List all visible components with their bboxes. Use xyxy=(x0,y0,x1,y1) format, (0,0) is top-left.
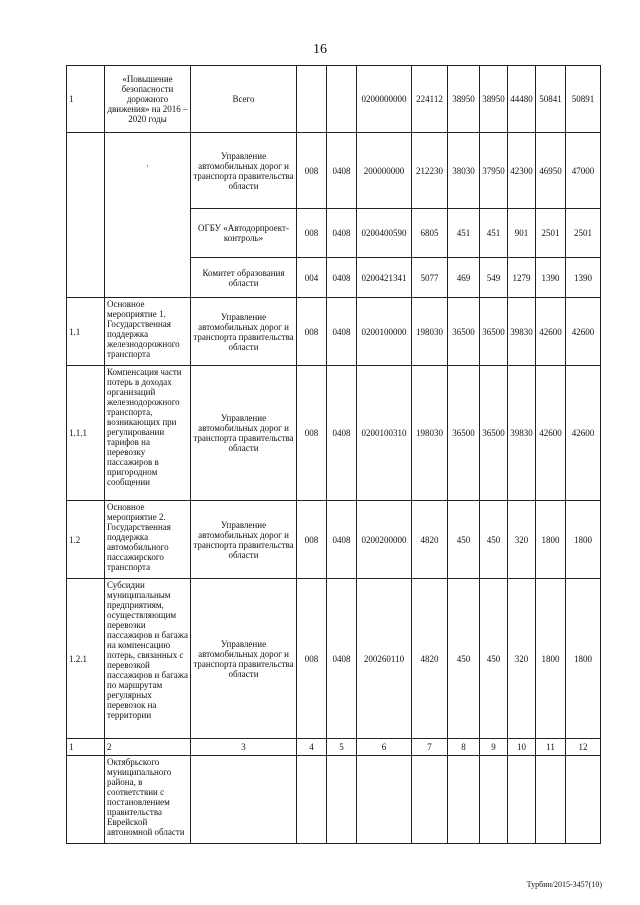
executor-cell: Управление автомобильных дорог и транспорта правительства области xyxy=(191,501,297,579)
value-2020: 1800 xyxy=(566,501,601,579)
csr-cell xyxy=(357,756,412,844)
grbs-cell: 008 xyxy=(297,209,327,258)
value-2018: 44480 xyxy=(508,66,536,133)
table-row xyxy=(67,66,601,133)
value-2020: 1390 xyxy=(566,258,601,298)
rzpr-cell xyxy=(327,756,357,844)
value-2020: 47000 xyxy=(566,133,601,209)
value-2018: 901 xyxy=(508,209,536,258)
value-2017: 36500 xyxy=(480,298,508,366)
total-cell xyxy=(412,756,448,844)
column-number: 7 xyxy=(412,739,448,756)
executor-cell: Управление автомобильных дорог и транспорта правительства области xyxy=(191,133,297,209)
rzpr-cell: 0408 xyxy=(327,209,357,258)
value-2017: 37950 xyxy=(480,133,508,209)
row-number: 1.2 xyxy=(67,501,105,579)
value-2017: 38950 xyxy=(480,66,508,133)
table-row xyxy=(67,501,601,579)
grbs-cell xyxy=(297,756,327,844)
executor-cell: ОГБУ «Автодорпроект-контроль» xyxy=(191,209,297,258)
value-2016 xyxy=(448,756,480,844)
value-2020 xyxy=(566,756,601,844)
table-row xyxy=(67,133,601,209)
table-row xyxy=(67,298,601,366)
column-number: 11 xyxy=(536,739,566,756)
value-2017: 450 xyxy=(480,501,508,579)
csr-cell: 0200200000 xyxy=(357,501,412,579)
column-number-row xyxy=(67,739,601,756)
value-2016: 451 xyxy=(448,209,480,258)
total-cell: 212230 xyxy=(412,133,448,209)
column-number: 10 xyxy=(508,739,536,756)
executor-cell: Управление автомобильных дорог и транспорта правительства области xyxy=(191,366,297,501)
csr-cell: 0200100000 xyxy=(357,298,412,366)
grbs-cell: 008 xyxy=(297,501,327,579)
measure-name: Компенсация части потерь в доходах организаций железнодорожного транспорта, возникающих при регулировании тарифов на перевозку пассажиров в пригородном сообщении xyxy=(105,366,191,501)
column-number: 9 xyxy=(480,739,508,756)
rzpr-cell: 0408 xyxy=(327,366,357,501)
value-2018: 42300 xyxy=(508,133,536,209)
program-name: · xyxy=(105,133,191,298)
measure-name-continuation: Октябрьского муниципального района, в соответствии с постановлением правительства Еврейской автономной области xyxy=(105,756,191,844)
value-2019 xyxy=(536,756,566,844)
value-2017: 450 xyxy=(480,579,508,739)
csr-cell: 0200100310 xyxy=(357,366,412,501)
measure-name: Основное мероприятие 1. Государственная поддержка железнодорожного транспорта xyxy=(105,298,191,366)
column-number: 2 xyxy=(105,739,191,756)
row-number: 1.1 xyxy=(67,298,105,366)
total-cell: 6805 xyxy=(412,209,448,258)
executor-cell: Всего xyxy=(191,66,297,133)
value-2016: 450 xyxy=(448,579,480,739)
rzpr-cell: 0408 xyxy=(327,258,357,298)
value-2020: 2501 xyxy=(566,209,601,258)
column-number: 8 xyxy=(448,739,480,756)
value-2019: 2501 xyxy=(536,209,566,258)
grbs-cell: 008 xyxy=(297,366,327,501)
row-number xyxy=(67,133,105,298)
measure-name: Основное мероприятие 2. Государственная поддержка автомобильного пассажирского транспорта xyxy=(105,501,191,579)
value-2018: 39830 xyxy=(508,366,536,501)
total-cell: 198030 xyxy=(412,366,448,501)
value-2019: 50841 xyxy=(536,66,566,133)
csr-cell: 200000000 xyxy=(357,133,412,209)
grbs-cell: 004 xyxy=(297,258,327,298)
column-number: 3 xyxy=(191,739,297,756)
budget-table xyxy=(66,65,601,844)
page-number: 16 xyxy=(313,42,327,57)
executor-cell: Управление автомобильных дорог и транспорта правительства области xyxy=(191,579,297,739)
total-cell: 4820 xyxy=(412,579,448,739)
value-2018 xyxy=(508,756,536,844)
total-cell: 4820 xyxy=(412,501,448,579)
value-2016: 38030 xyxy=(448,133,480,209)
grbs-cell: 008 xyxy=(297,133,327,209)
value-2019: 1800 xyxy=(536,501,566,579)
column-number: 6 xyxy=(357,739,412,756)
value-2018: 320 xyxy=(508,501,536,579)
row-number: 1.1.1 xyxy=(67,366,105,501)
value-2017: 451 xyxy=(480,209,508,258)
table-row xyxy=(67,366,601,501)
total-cell: 224112 xyxy=(412,66,448,133)
value-2016: 469 xyxy=(448,258,480,298)
column-number: 4 xyxy=(297,739,327,756)
value-2019: 42600 xyxy=(536,298,566,366)
table-row xyxy=(67,579,601,739)
total-cell: 5077 xyxy=(412,258,448,298)
executor-cell: Управление автомобильных дорог и транспорта правительства области xyxy=(191,298,297,366)
column-number: 5 xyxy=(327,739,357,756)
measure-name: Субсидии муниципальным предприятиям, осуществляющим перевозки пассажиров и багажа на компенсацию потерь, связанных с перевозкой пассажиров и багажа по маршрутам регулярных перевозок на территории xyxy=(105,579,191,739)
value-2018: 320 xyxy=(508,579,536,739)
grbs-cell: 008 xyxy=(297,298,327,366)
rzpr-cell xyxy=(327,66,357,133)
rzpr-cell: 0408 xyxy=(327,298,357,366)
value-2018: 39830 xyxy=(508,298,536,366)
value-2019: 46950 xyxy=(536,133,566,209)
table-row xyxy=(67,756,601,844)
executor-cell xyxy=(191,756,297,844)
value-2017: 549 xyxy=(480,258,508,298)
row-number xyxy=(67,756,105,844)
value-2016: 450 xyxy=(448,501,480,579)
value-2017: 36500 xyxy=(480,366,508,501)
csr-cell: 0200400590 xyxy=(357,209,412,258)
value-2020: 42600 xyxy=(566,366,601,501)
csr-cell: 0200421341 xyxy=(357,258,412,298)
value-2017 xyxy=(480,756,508,844)
value-2016: 38950 xyxy=(448,66,480,133)
value-2020: 1800 xyxy=(566,579,601,739)
rzpr-cell: 0408 xyxy=(327,501,357,579)
value-2019: 42600 xyxy=(536,366,566,501)
value-2018: 1279 xyxy=(508,258,536,298)
value-2020: 50891 xyxy=(566,66,601,133)
value-2020: 42600 xyxy=(566,298,601,366)
document-code: Турбин/2015-3457(10) xyxy=(526,880,602,889)
csr-cell: 0200000000 xyxy=(357,66,412,133)
value-2016: 36500 xyxy=(448,298,480,366)
column-number: 12 xyxy=(566,739,601,756)
grbs-cell: 008 xyxy=(297,579,327,739)
column-number: 1 xyxy=(67,739,105,756)
row-number: 1 xyxy=(67,66,105,133)
total-cell: 198030 xyxy=(412,298,448,366)
value-2019: 1390 xyxy=(536,258,566,298)
rzpr-cell: 0408 xyxy=(327,133,357,209)
csr-cell: 200260110 xyxy=(357,579,412,739)
rzpr-cell: 0408 xyxy=(327,579,357,739)
value-2016: 36500 xyxy=(448,366,480,501)
grbs-cell xyxy=(297,66,327,133)
executor-cell: Комитет образования области xyxy=(191,258,297,298)
row-number: 1.2.1 xyxy=(67,579,105,739)
program-name: «Повышение безопасности дорожного движения» на 2016 – 2020 годы xyxy=(105,66,191,133)
value-2019: 1800 xyxy=(536,579,566,739)
